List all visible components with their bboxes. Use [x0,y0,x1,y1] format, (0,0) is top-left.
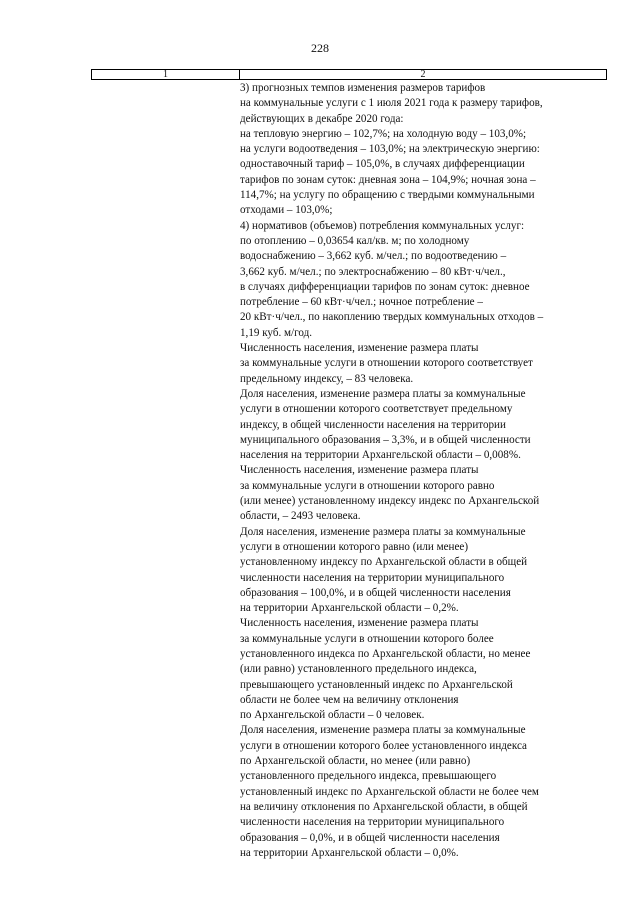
text-line: области не более чем на величину отклонения [240,693,459,706]
text-line: потребление – 60 кВт·ч/чел.; ночное потребление – [240,296,483,309]
text-line: действующих в декабре 2020 года: [240,112,404,125]
text-line: индексу, в общей численности населения на территории [240,418,506,431]
text-line: 4) нормативов (объемов) потребления коммунальных услуг: [240,219,525,232]
text-line: по Архангельской области – 0 человек. [240,709,425,722]
text-line: 1,19 куб. м/год. [240,326,313,339]
text-line: за коммунальные услуги в отношении которого соответствует [240,357,533,370]
text-line: услуги в отношении которого соответствует предельному [240,403,513,416]
text-line: образования – 100,0%, и в общей численности населения [240,586,511,599]
text-line: услуги в отношении которого равно (или менее) [240,540,469,553]
text-line: Численность населения, изменение размера платы [240,464,479,477]
text-line: на территории Архангельской области – 0,2%. [240,602,459,615]
table-header-row [91,69,607,80]
text-line: на коммунальные услуги с 1 июля 2021 года к размеру тарифов, [240,97,543,110]
text-line: услуги в отношении которого более установленного индекса [240,739,527,752]
text-line: за коммунальные услуги в отношении которого равно [240,479,495,492]
text-line: Численность населения, изменение размера платы [240,617,479,630]
text-line: на тепловую энергию – 102,7%; на холодную воду – 103,0%; [240,127,527,140]
text-line: по Архангельской области, но менее (или равно) [240,755,471,768]
text-line: установленный индекс по Архангельской области не более чем [240,785,539,798]
text-line: (или равно) установленного предельного индекса, [240,663,477,676]
text-line: отходами – 103,0%; [240,204,333,217]
text-line: превышающего установленный индекс по Архангельской [240,678,513,691]
text-line: одноставочный тариф – 105,0%, в случаях дифференциации [240,158,525,171]
table-cell-text [240,81,608,861]
text-line: установленного индекса по Архангельской области, но менее [240,647,531,660]
text-line: образования – 0,0%, и в общей численности населения [240,831,500,844]
column-2-header: 2 [420,69,426,80]
text-line: тарифов по зонам суток: дневная зона – 104,9%; ночная зона – [240,173,536,186]
text-line: численности населения на территории муниципального [240,571,505,584]
text-line: по отоплению – 0,03654 кал/кв. м; по холодному [240,234,470,247]
text-line: 3) прогнозных темпов изменения размеров тарифов [240,82,486,94]
text-line: установленному индексу по Архангельской области в общей [240,556,528,569]
text-line: Доля населения, изменение размера платы за коммунальные [240,387,526,400]
text-line: Доля населения, изменение размера платы за коммунальные [240,525,526,538]
text-line: населения на территории Архангельской области – 0,008%. [240,449,521,462]
column-1-header: 1 [92,70,240,79]
text-line: Численность населения, изменение размера платы [240,342,479,355]
text-line: 20 кВт·ч/чел., по накоплению твердых коммунальных отходов – [240,311,544,324]
text-line: Доля населения, изменение размера платы за коммунальные [240,724,526,737]
text-line: области, – 2493 человека. [240,510,361,523]
text-line: установленного предельного индекса, превышающего [240,770,497,783]
text-line: 114,7%; на услугу по обращению с твердыми коммунальными [240,189,535,202]
text-line: на услуги водоотведения – 103,0%; на электрическую энергию: [240,143,540,156]
page-number: 228 [311,41,329,55]
text-line: на величину отклонения по Архангельской области, в общей [240,800,528,813]
text-line: численности населения на территории муниципального [240,816,505,829]
text-line: муниципального образования – 3,3%, и в общей численности [240,433,531,446]
text-line: на территории Архангельской области – 0,0%. [240,846,459,859]
text-line: за коммунальные услуги в отношении которого более [240,632,494,645]
text-line: (или менее) установленному индексу индекс по Архангельской [240,495,540,508]
text-line: предельному индексу, – 83 человека. [240,372,414,385]
text-line: 3,662 куб. м/чел.; по электроснабжению – 80 кВт·ч/чел., [240,265,506,278]
text-line: в случаях дифференциации тарифов по зонам суток: дневное [240,280,530,293]
text-line: водоснабжению – 3,662 куб. м/чел.; по водоотведению – [240,250,507,263]
